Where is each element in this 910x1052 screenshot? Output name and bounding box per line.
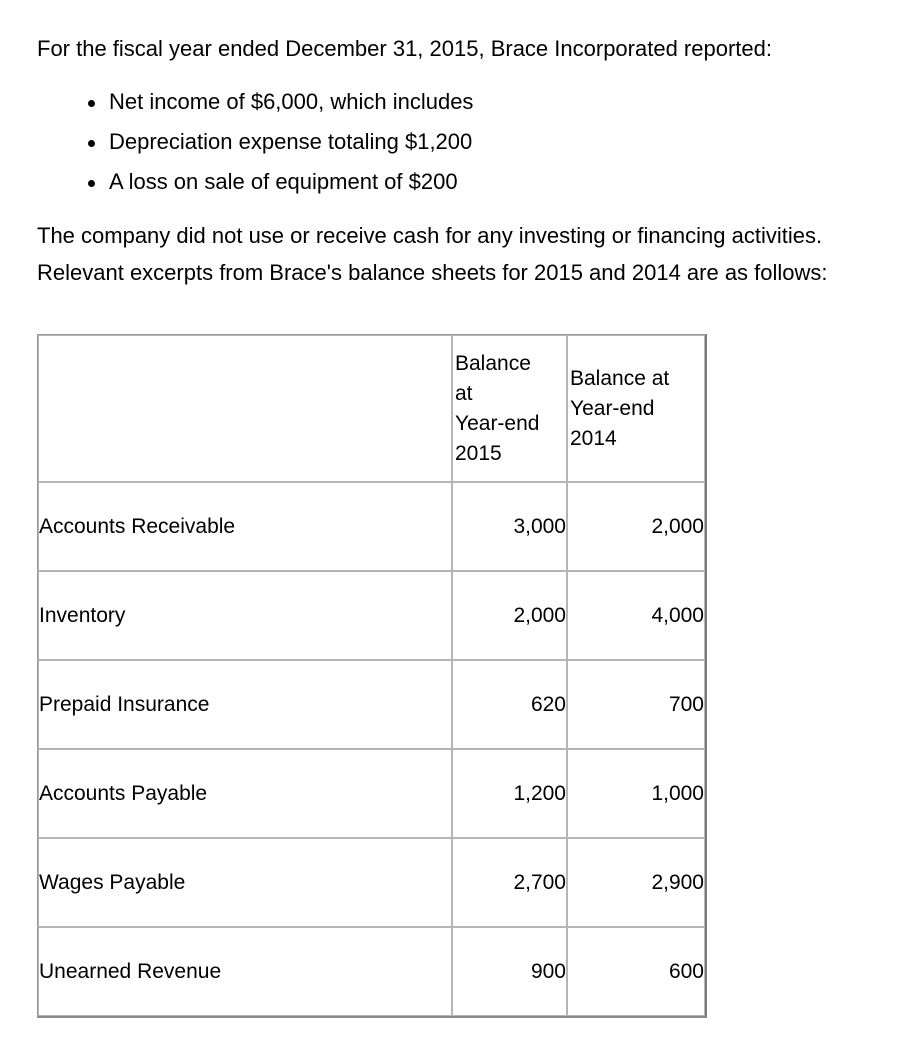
list-item-text: Net income of $6,000, which includes — [109, 89, 474, 114]
row-label: Accounts Payable — [38, 749, 452, 838]
table-row — [38, 749, 705, 838]
bullet-icon — [88, 140, 95, 147]
value-2015: 1,200 — [452, 749, 567, 838]
value-2015: 620 — [452, 660, 567, 749]
header-2015-line: at — [455, 381, 473, 405]
header-2015-line: 2015 — [455, 441, 502, 465]
table-row — [38, 838, 705, 927]
header-2014-line: 2014 — [570, 426, 617, 450]
balance-sheet-table — [37, 334, 707, 1018]
paragraph-line-1: The company did not use or receive cash for any investing or financing activities. — [37, 223, 823, 248]
table-row — [38, 571, 705, 660]
header-2014-line: Balance at — [570, 366, 670, 390]
value-2015: 3,000 — [452, 482, 567, 571]
bullet-icon — [88, 180, 95, 187]
header-2015-line: Balance — [455, 351, 531, 375]
value-2014: 700 — [567, 660, 705, 749]
table-header-row — [38, 335, 705, 482]
table-row — [38, 482, 705, 571]
header-2015-line: Year-end — [455, 411, 540, 435]
header-2015 — [452, 335, 567, 482]
row-label: Inventory — [38, 571, 452, 660]
value-2014: 1,000 — [567, 749, 705, 838]
value-2015: 2,000 — [452, 571, 567, 660]
row-label: Wages Payable — [38, 838, 452, 927]
header-label-cell — [38, 335, 452, 482]
intro-text: For the fiscal year ended December 31, 2015, Brace Incorporated reported: — [37, 36, 772, 61]
paragraph-line-2: Relevant excerpts from Brace's balance sheets for 2015 and 2014 are as follows: — [37, 260, 828, 285]
row-label: Unearned Revenue — [38, 927, 452, 1016]
value-2014: 2,000 — [567, 482, 705, 571]
table-row — [38, 927, 705, 1016]
header-2014-line: Year-end — [570, 396, 655, 420]
bullet-icon — [88, 100, 95, 107]
row-label: Accounts Receivable — [38, 482, 452, 571]
value-2014: 4,000 — [567, 571, 705, 660]
value-2015: 2,700 — [452, 838, 567, 927]
row-label: Prepaid Insurance — [38, 660, 452, 749]
list-item-text: Depreciation expense totaling $1,200 — [109, 129, 473, 154]
table-row — [38, 660, 705, 749]
value-2015: 900 — [452, 927, 567, 1016]
value-2014: 2,900 — [567, 838, 705, 927]
list-item-text: A loss on sale of equipment of $200 — [109, 169, 458, 194]
header-2014 — [567, 335, 705, 482]
value-2014: 600 — [567, 927, 705, 1016]
